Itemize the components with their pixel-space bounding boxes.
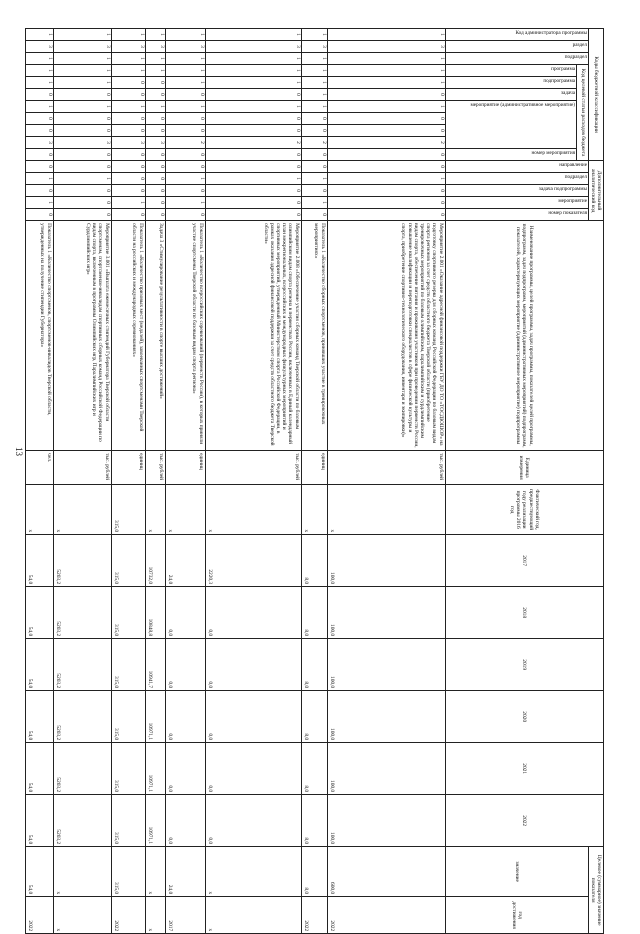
zadacha-header: задача [561, 90, 576, 96]
year-value-cell: 5203,2 [53, 639, 111, 691]
code-digit-cell: 0 [205, 149, 301, 161]
code-digit-cell: 0 [111, 185, 145, 197]
code-digit-cell: 1 [205, 101, 301, 113]
code-digit-cell: 0 [205, 209, 301, 221]
unit-cell: тыс. рублей [327, 451, 445, 485]
code-digit-cell: 1 [111, 197, 145, 209]
fact-cell: x [25, 485, 53, 535]
code-digit-cell: 1 [165, 173, 205, 185]
target-value-header: значение [445, 847, 588, 897]
code-digit-cell: 0 [205, 197, 301, 209]
code-digit-cell: 0 [301, 149, 327, 161]
code-digit-cell: 2 [205, 137, 301, 149]
code-digit-cell: 0 [53, 125, 111, 137]
table-row [111, 29, 145, 934]
code-digit-cell: 3 [25, 41, 53, 53]
code-digit-cell: 1 [327, 77, 445, 89]
fact-cell: x [145, 485, 165, 535]
code-digit-cell: 1 [25, 29, 53, 41]
code-digit-cell: 1 [111, 29, 145, 41]
nomer-pokazatelya-header: номер показателя [547, 210, 587, 217]
year-value-cell: 315,0 [111, 743, 145, 795]
code-digit-cell: 1 [205, 173, 301, 185]
code-digit-cell: 1 [327, 173, 445, 185]
program-table [25, 28, 604, 934]
year-value-cell: 54,0 [25, 639, 53, 691]
code-digit-cell: 0 [25, 209, 53, 221]
target-year-cell: 2022 [111, 897, 145, 934]
code-digit-cell: 0 [165, 125, 205, 137]
code-digit-cell: 0 [53, 185, 111, 197]
podrazdel-header: подраздел [564, 54, 587, 60]
code-digit-cell: 0 [205, 113, 301, 125]
unit-cell: тыс. рублей [53, 451, 111, 485]
year-2018-header: 2018 [445, 587, 603, 639]
table-row [25, 29, 53, 934]
target-year-cell: 2022 [327, 897, 445, 934]
code-digit-cell: 0 [165, 185, 205, 197]
row-name-cell: Задача 3 «Стимулирование результативности в спорте высших достижений» [145, 221, 165, 451]
code-digit-cell: 3 [111, 137, 145, 149]
code-digit-cell: 3 [327, 41, 445, 53]
code-digit-cell: 3 [165, 41, 205, 53]
target-group-header: Целевое (суммарное) значение показателя [588, 847, 603, 934]
year-value-cell: 100,0 [327, 587, 445, 639]
code-digit-cell: 0 [53, 89, 111, 101]
code-digit-cell: 0 [145, 173, 165, 185]
code-digit-cell: 1 [111, 53, 145, 65]
group-codes-header: Коды бюджетной классификации [588, 29, 603, 161]
rotated-document [14, 28, 604, 933]
year-value-cell: 100,0 [327, 535, 445, 587]
code-digit-cell: 1 [165, 53, 205, 65]
group-activity-header: Дополнительный аналитический код [588, 161, 603, 221]
code-digit-cell: 1 [327, 53, 445, 65]
code-digit-cell: 0 [25, 89, 53, 101]
code-digit-cell: 1 [205, 53, 301, 65]
fact-cell: x [327, 485, 445, 535]
code-digit-cell: 1 [301, 197, 327, 209]
fact-cell: x [301, 485, 327, 535]
podprogramma-header: подпрограмма [543, 78, 576, 84]
code-digit-cell: 1 [327, 65, 445, 77]
year-value-cell: 54,0 [25, 587, 53, 639]
code-digit-cell: 1 [301, 77, 327, 89]
code-digit-cell: 3 [301, 41, 327, 53]
code-digit-cell: 1 [25, 77, 53, 89]
unit-cell: тыс. рублей [145, 451, 165, 485]
code-digit-cell: 0 [301, 185, 327, 197]
code-digit-cell: 0 [25, 113, 53, 125]
razdel-header: раздел [572, 42, 587, 48]
row-name-cell: Мероприятие 2.001 «Оказание адресной финансовой поддержки ГБУ ДО ТО «ТОСДЮШОР» на подготовку спортивного резерва для сборных команд Российской Федерации по базовым видам спорта регионов за счет средств областного бюджета Тверской области (приобретение тренировочных мероприятий по базовым олимпийским, паралимпийским и сурдлимпийским видам спорта, обеспечение питания и проживания участников при проведении первенств России, повышение квалификации и переподготовки специалистов в сфере физической культуры и спорта, приобретение спортивно-технологического оборудования, инвентаря и экипировки)» [327, 221, 445, 451]
code-digit-cell: 0 [205, 89, 301, 101]
table-row [205, 29, 301, 934]
code-digit-cell: 0 [25, 185, 53, 197]
code-digit-cell: 1 [53, 173, 111, 185]
year-value-cell: 0,0 [205, 743, 301, 795]
code-digit-cell: 0 [25, 161, 53, 173]
year-value-cell: 5203,2 [53, 535, 111, 587]
napravlenie-header: направление [558, 162, 587, 169]
target-value-cell: 24,0 [165, 847, 205, 897]
code-digit-cell: 0 [327, 149, 445, 161]
code-digit-cell: 0 [145, 113, 165, 125]
nomer-meropriyatiya-header: номер мероприятия [531, 150, 576, 156]
code-digit-cell: 0 [145, 89, 165, 101]
code-digit-cell: 1 [25, 197, 53, 209]
year-value-cell: 0,0 [205, 795, 301, 847]
row-name-cell: Показатель 1 «Количество всероссийских соревнований (первенств России), в которых приняли участие спортсмены Тверской области по базовым видам спорта региона» [165, 221, 205, 451]
year-value-cell: 315,0 [111, 535, 145, 587]
year-value-cell: 8,0 [301, 587, 327, 639]
year-value-cell: 5203,2 [53, 743, 111, 795]
code-digit-cell: 0 [111, 161, 145, 173]
unit-cell: тыс. рублей [205, 451, 301, 485]
code-digit-cell: 0 [53, 197, 111, 209]
code-digit-cell: 0 [25, 125, 53, 137]
code-digit-cell: 1 [25, 65, 53, 77]
code-digit-cell: 1 [165, 77, 205, 89]
code-digit-cell: 3 [145, 41, 165, 53]
code-digit-cell: 0 [301, 161, 327, 173]
code-digit-cell: 1 [111, 101, 145, 113]
code-digit-cell: 0 [53, 113, 111, 125]
code-digit-cell: 1 [25, 101, 53, 113]
year-value-cell: 8,0 [301, 535, 327, 587]
code-digit-cell: 0 [327, 209, 445, 221]
code-digit-cell: 3 [205, 41, 301, 53]
code-digit-cell: 0 [111, 89, 145, 101]
code-digit-cell: 3 [145, 137, 165, 149]
year-value-cell: 10848,8 [145, 587, 165, 639]
year-2021-header: 2021 [445, 743, 603, 795]
code-digit-cell: 0 [145, 125, 165, 137]
table-row [165, 29, 205, 934]
code-digit-cell: 0 [111, 209, 145, 221]
code-digit-cell: 0 [145, 77, 165, 89]
code-digit-cell: 0 [111, 113, 145, 125]
year-value-cell: 10971,1 [145, 743, 165, 795]
year-value-cell: 8,0 [301, 743, 327, 795]
code-digit-cell: 1 [53, 77, 111, 89]
code-digit-cell: 1 [301, 53, 327, 65]
year-value-cell: 2220,3 [205, 535, 301, 587]
row-name-cell: Показатель 1 «Количество призовых мест (медалей), завоеванных спортсменами Тверской области на российских и международных соревнованиях» [111, 221, 145, 451]
code-digit-cell: 1 [145, 53, 165, 65]
year-value-cell: 54,0 [25, 535, 53, 587]
year-value-cell: 0,0 [165, 639, 205, 691]
year-value-cell: 10941,7 [145, 639, 165, 691]
target-year-cell: 2022 [301, 897, 327, 934]
code-digit-cell: 2 [165, 137, 205, 149]
zadacha-podprogrammy-header: задача подпрограммы [538, 186, 587, 193]
table-body [25, 29, 445, 934]
code-digit-cell: 0 [165, 161, 205, 173]
code-digit-cell: 3 [53, 41, 111, 53]
code-digit-cell: 0 [327, 197, 445, 209]
code-digit-cell: 1 [145, 29, 165, 41]
target-value-cell: 54,0 [25, 847, 53, 897]
year-value-cell: 100,0 [327, 795, 445, 847]
target-year-header: год достижения [445, 897, 588, 934]
target-value-cell: x [53, 847, 111, 897]
target-year-cell: 2022 [25, 897, 53, 934]
year-value-cell: 0,0 [165, 795, 205, 847]
target-year-cell: x [145, 897, 165, 934]
code-digit-cell: 1 [327, 101, 445, 113]
fact-cell: 315,0 [111, 485, 145, 535]
year-value-cell: 5203,2 [53, 691, 111, 743]
year-value-cell: 0,0 [165, 587, 205, 639]
meropriyatie-header: мероприятие [557, 198, 587, 205]
row-name-cell: Мероприятие 2.008 «Обеспечение участия сборных команд Тверской области по базовым олимпийским видам спорта региона в первенствах России, включенных в Единый календарный план межрегиональных, всероссийских и международных физкультурных мероприятий и спортивных мероприятий, утвержденный Министерством спорта Российской Федерации, в рамках оказания адресной финансовой поддержки за счет средств областного бюджета Тверской области» [205, 221, 301, 451]
code-digit-cell: 3 [111, 41, 145, 53]
code-digit-cell: 0 [145, 185, 165, 197]
name-column-header: Наименование программы, целей программы, задач программы, показателей целей программы, подпрограмм, задач подпрограмм, мероприятий (административных мероприятий) подпрограмм, показателей, характеризующих мероприятие (административное мероприятие) подпрограммы [445, 221, 603, 451]
code-digit-cell: 0 [205, 125, 301, 137]
year-value-cell: 100,0 [327, 691, 445, 743]
code-digit-cell: 1 [205, 29, 301, 41]
code-digit-cell: 1 [301, 173, 327, 185]
code-digit-cell: 1 [145, 65, 165, 77]
year-value-cell: 10971,1 [145, 795, 165, 847]
code-digit-cell: 1 [205, 77, 301, 89]
code-digit-cell: 1 [205, 65, 301, 77]
code-digit-cell: 1 [53, 53, 111, 65]
unit-cell: чел. [25, 451, 53, 485]
year-value-cell: 315,0 [111, 795, 145, 847]
code-digit-cell: 3 [53, 137, 111, 149]
year-2017-header: 2017 [445, 535, 603, 587]
code-digit-cell: 2 [327, 137, 445, 149]
unit-cell: единиц [111, 451, 145, 485]
year-value-cell: 8,0 [301, 795, 327, 847]
year-value-cell: 24,0 [165, 535, 205, 587]
code-digit-cell: 1 [53, 29, 111, 41]
code-digit-cell: 0 [301, 209, 327, 221]
table-row [327, 29, 445, 934]
code-admin-header: Код администратора программы [515, 30, 587, 36]
fact-cell: x [205, 485, 301, 535]
year-value-cell: 0,0 [165, 691, 205, 743]
code-digit-cell: 0 [205, 161, 301, 173]
unit-cell: единиц [301, 451, 327, 485]
page-number: 13 [14, 447, 24, 456]
year-2022-header: 2022 [445, 795, 603, 847]
code-digit-cell: 1 [25, 53, 53, 65]
year-2019-header: 2019 [445, 639, 603, 691]
code-digit-cell: 0 [301, 125, 327, 137]
year-value-cell: 0,0 [205, 691, 301, 743]
fact-cell: x [165, 485, 205, 535]
year-value-cell: 8,0 [301, 639, 327, 691]
code-digit-cell: 1 [111, 65, 145, 77]
code-digit-cell: 1 [25, 173, 53, 185]
fact-cell: x [53, 485, 111, 535]
target-year-cell: 2017 [165, 897, 205, 934]
table-row [53, 29, 111, 934]
year-value-cell: 100,0 [327, 639, 445, 691]
year-value-cell: 100,0 [327, 743, 445, 795]
code-digit-cell: 0 [145, 197, 165, 209]
target-year-cell: x [205, 897, 301, 934]
code-digit-cell: 0 [53, 161, 111, 173]
code-digit-cell: 0 [205, 185, 301, 197]
target-year-cell: x [53, 897, 111, 934]
code-digit-cell: 0 [111, 149, 145, 161]
year-value-cell: 315,0 [111, 691, 145, 743]
code-digit-cell: 0 [111, 173, 145, 185]
code-digit-cell: 0 [301, 113, 327, 125]
year-value-cell: 8,0 [301, 691, 327, 743]
code-digit-cell: 0 [53, 209, 111, 221]
table-row [301, 29, 327, 934]
code-digit-cell: 0 [145, 161, 165, 173]
year-value-cell: 10732,0 [145, 535, 165, 587]
code-digit-cell: 0 [165, 209, 205, 221]
unit-cell: единиц [165, 451, 205, 485]
table-row [145, 29, 165, 934]
year-value-cell: 0,0 [205, 587, 301, 639]
target-value-cell: 315,0 [111, 847, 145, 897]
year-value-cell: 54,0 [25, 795, 53, 847]
target-value-cell: x [145, 847, 165, 897]
code-digit-cell: 1 [145, 101, 165, 113]
programma-header: программа [551, 66, 576, 72]
target-value-cell: 8,0 [301, 847, 327, 897]
code-digit-cell: 1 [53, 101, 111, 113]
target-value-cell: 600,0 [327, 847, 445, 897]
code-digit-cell: 0 [53, 149, 111, 161]
year-value-cell: 0,0 [165, 743, 205, 795]
code-digit-cell: 0 [327, 161, 445, 173]
year-value-cell: 5203,2 [53, 587, 111, 639]
meropriyatie-code-header: мероприятие (административное мероприятие) [470, 102, 576, 108]
code-digit-cell: 1 [53, 65, 111, 77]
year-2020-header: 2020 [445, 691, 603, 743]
row-name-cell: Мероприятие 3.001 «Выплата ежемесячных стипендий Губернатора Тверской области спортсменам, спортсменам-инвалидам спортивных сборных команд Российской Федерации по видам спорта, включенным в программы Олимпийских игр, Паралимпийских игр и Сурдлимпийских игр» [53, 221, 111, 451]
code-digit-cell: 0 [111, 125, 145, 137]
year-value-cell: 54,0 [25, 691, 53, 743]
code-digit-cell: 1 [165, 197, 205, 209]
year-value-cell: 10971,1 [145, 691, 165, 743]
code-digit-cell: 0 [145, 149, 165, 161]
year-value-cell: 0,0 [205, 639, 301, 691]
code-digit-cell: 0 [25, 149, 53, 161]
code-digit-cell: 0 [327, 113, 445, 125]
code-digit-cell: 1 [165, 65, 205, 77]
podrazdel2-header: подраздел [564, 174, 587, 181]
code-digit-cell: 1 [301, 29, 327, 41]
row-name-cell: Показатель 1 «Количество сборных спортсменов, принявших участие в тренировочных мероприятиях» [301, 221, 327, 451]
code-digit-cell: 0 [111, 77, 145, 89]
code-digit-cell: 0 [165, 113, 205, 125]
code-digit-cell: 0 [145, 209, 165, 221]
code-digit-cell: 0 [165, 89, 205, 101]
year-value-cell: 315,0 [111, 639, 145, 691]
code-digit-cell: 1 [165, 101, 205, 113]
year-value-cell: 5203,2 [53, 795, 111, 847]
row-name-cell: Показатель 1 «Количество спортсменов, спортсменов-инвалидов Тверской области, утвержденных на получение стипендии Губернатора» [25, 221, 53, 451]
unit-header: Единица измерения [445, 451, 603, 485]
year-value-cell: 315,0 [111, 587, 145, 639]
code-digit-cell: 1 [301, 65, 327, 77]
tsel-header: Код целевой статьи расходов бюджета [577, 65, 588, 161]
year-value-cell: 54,0 [25, 743, 53, 795]
code-digit-cell: 0 [327, 185, 445, 197]
code-digit-cell: 0 [327, 125, 445, 137]
code-digit-cell: 1 [165, 29, 205, 41]
code-digit-cell: 1 [327, 29, 445, 41]
fact-year-header: Фактический год, предшествующий году реализации программы 2016 год [445, 485, 603, 535]
code-digit-cell: 1 [301, 89, 327, 101]
code-digit-cell: 0 [165, 149, 205, 161]
code-digit-cell: 0 [327, 89, 445, 101]
code-digit-cell: 3 [25, 137, 53, 149]
target-value-cell: x [205, 847, 301, 897]
code-digit-cell: 2 [301, 137, 327, 149]
code-digit-cell: 1 [301, 101, 327, 113]
